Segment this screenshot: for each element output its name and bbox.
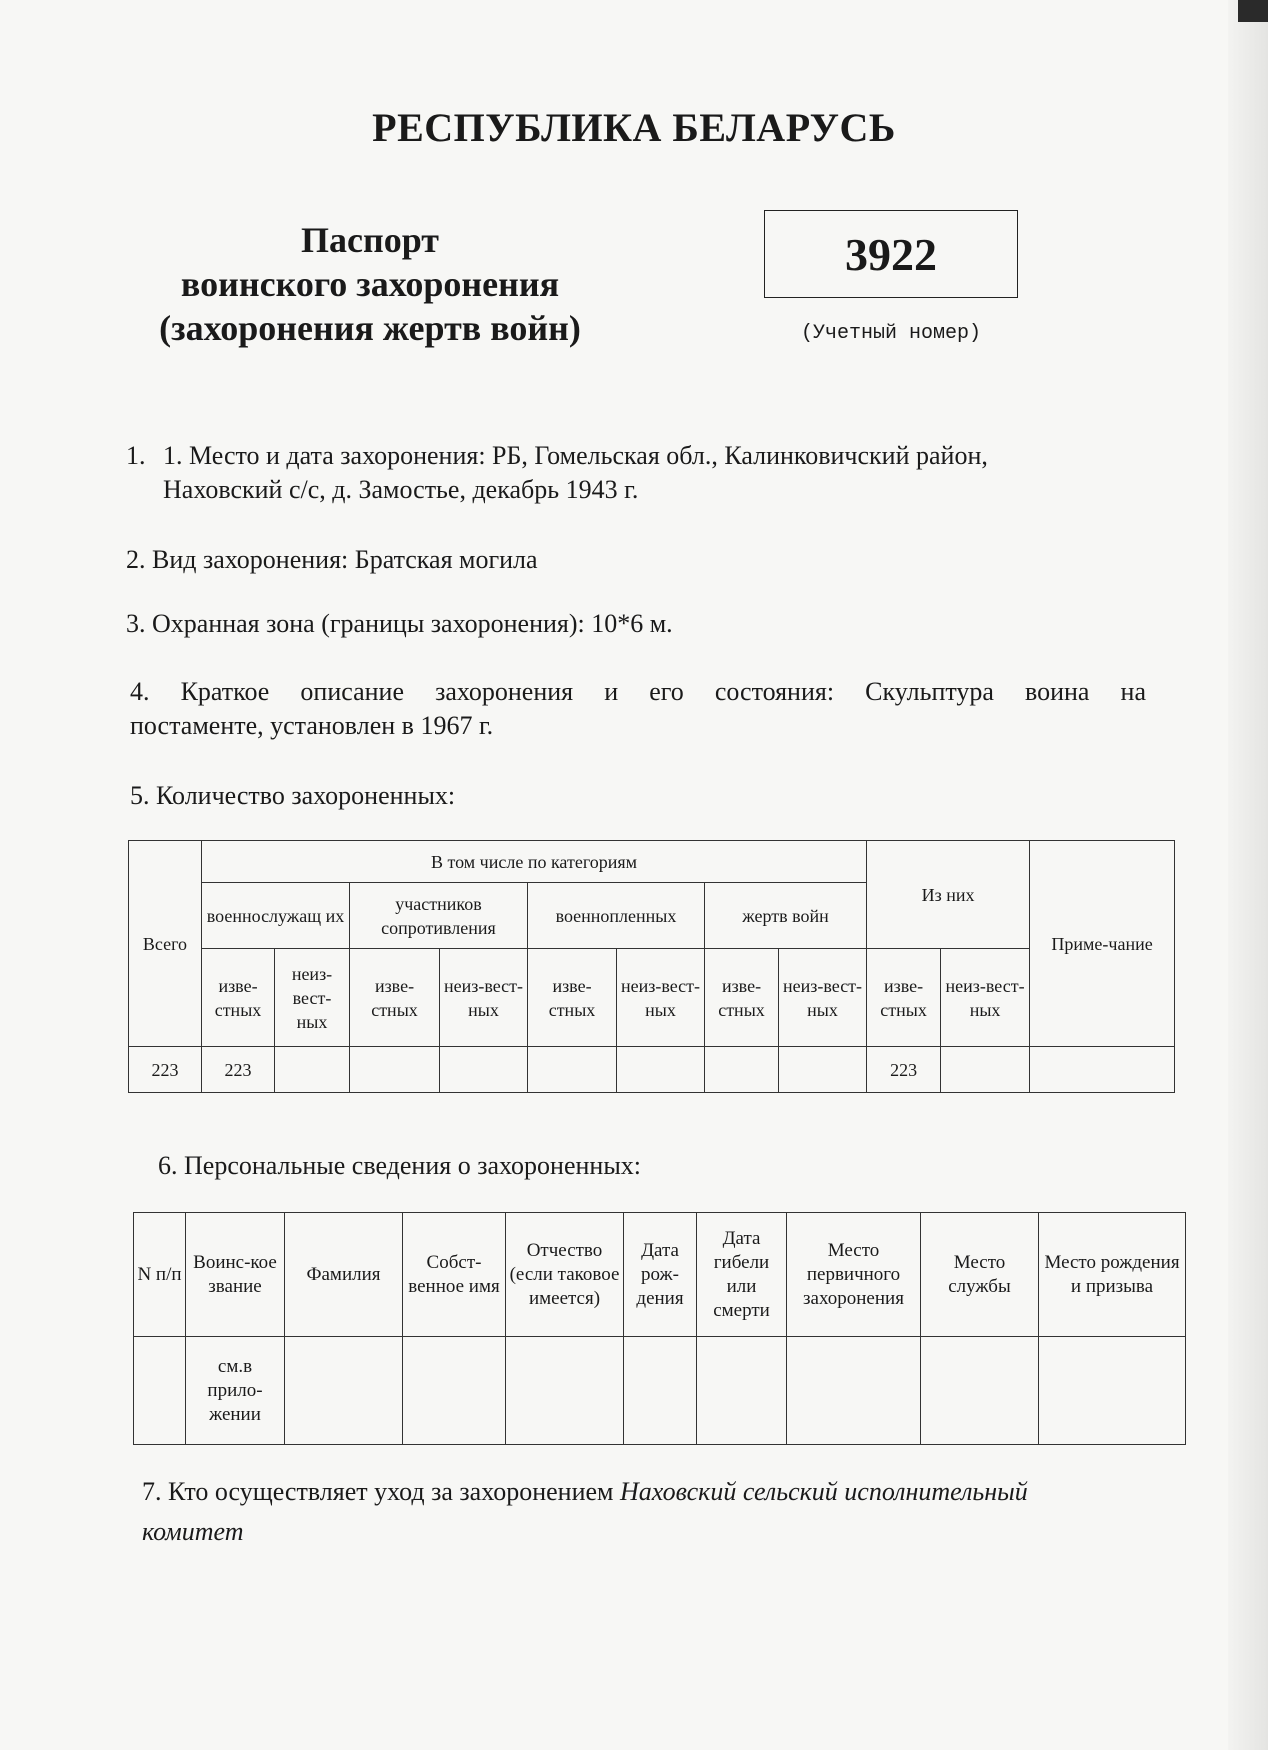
col-first-name: Собст-венное имя (403, 1213, 506, 1337)
header-unknown: неиз-вест-ных (275, 949, 350, 1047)
col-service-place: Место службы (921, 1213, 1039, 1337)
col-patronymic: Отчество (если таковое имеется) (506, 1213, 624, 1337)
header-of-them: Из них (867, 841, 1030, 949)
header-known: изве-стных (867, 949, 941, 1047)
header-unknown: неиз-вест-ных (941, 949, 1030, 1047)
header-known: изве-стных (528, 949, 617, 1047)
registration-number: 3922 (845, 228, 937, 280)
cell-victims-unknown (779, 1047, 867, 1093)
document-title (110, 218, 630, 350)
col-number: N п/п (134, 1213, 186, 1337)
item-1-line-2: Наховский с/с, д. Замостье, декабрь 1943 г. (163, 475, 639, 504)
item-7-value: Наховский сельский исполнительный (620, 1477, 1028, 1506)
col-military-rank: Воинс-кое звание (186, 1213, 285, 1337)
item-1-line-1: 1. Место и дата захоронения: РБ, Гомельская обл., Калинковичский район, (163, 441, 988, 470)
item-2: 2. Вид захоронения: Братская могила (126, 545, 538, 574)
cell-victims-known (705, 1047, 779, 1093)
item-5: 5. Количество захороненных: (130, 781, 456, 810)
personal-data-table (133, 1212, 1186, 1445)
header-known: изве-стных (350, 949, 440, 1047)
item-3: 3. Охранная зона (границы захоронения): 10*6 м. (126, 609, 673, 638)
header-military: военнослужащ их (202, 883, 350, 949)
title-line-1: Паспорт (301, 220, 439, 260)
cell-of-them-unknown (941, 1047, 1030, 1093)
col-death-date: Дата гибели или смерти (697, 1213, 787, 1337)
page-edge-shadow (1228, 0, 1268, 1750)
cell-birth-and-draft-place (1039, 1337, 1186, 1445)
item-4-line-2: постаменте, установлен в 1967 г. (130, 711, 494, 740)
cell-note (1030, 1047, 1175, 1093)
header-unknown: неиз-вест-ных (617, 949, 705, 1047)
col-primary-burial-place: Место первичного захоронения (787, 1213, 921, 1337)
item-1-number: 1. (126, 441, 146, 470)
burial-count-table (128, 840, 1175, 1093)
cell-service-place (921, 1337, 1039, 1445)
cell-military-rank: см.в прило-жении (186, 1337, 285, 1445)
cell-number (134, 1337, 186, 1445)
cell-death-date (697, 1337, 787, 1445)
cell-military-known: 223 (202, 1047, 275, 1093)
col-surname: Фамилия (285, 1213, 403, 1337)
cell-birth-date (624, 1337, 697, 1445)
header-victims: жертв войн (705, 883, 867, 949)
item-7-line-1 (142, 1474, 1172, 1510)
item-4-line-1: 4. Краткое описание захоронения и его состояния: Скульптура воина на (130, 677, 1146, 706)
cell-resistance-known (350, 1047, 440, 1093)
republic-heading: РЕСПУБЛИКА БЕЛАРУСЬ (372, 105, 896, 150)
registration-number-box (764, 210, 1018, 298)
header-total: Всего (129, 841, 202, 1047)
cell-total: 223 (129, 1047, 202, 1093)
cell-surname (285, 1337, 403, 1445)
cell-military-unknown (275, 1047, 350, 1093)
cell-patronymic (506, 1337, 624, 1445)
cell-pow-known (528, 1047, 617, 1093)
header-unknown: неиз-вест-ных (440, 949, 528, 1047)
header-known: изве-стных (202, 949, 275, 1047)
header-pow: военнопленных (528, 883, 705, 949)
header-unknown: неиз-вест-ных (779, 949, 867, 1047)
cell-resistance-unknown (440, 1047, 528, 1093)
header-note: Приме-чание (1030, 841, 1175, 1047)
item-7-label: 7. Кто осуществляет уход за захоронением (142, 1477, 620, 1506)
header-categories: В том числе по категориям (202, 841, 867, 883)
item-6: 6. Персональные сведения о захороненных: (158, 1151, 642, 1180)
header-known: изве-стных (705, 949, 779, 1047)
header-resistance: участников сопротивления (350, 883, 528, 949)
scan-corner-mark (1238, 0, 1268, 22)
cell-primary-burial-place (787, 1337, 921, 1445)
cell-first-name (403, 1337, 506, 1445)
cell-of-them-known: 223 (867, 1047, 941, 1093)
registration-number-caption: (Учетный номер) (800, 322, 982, 345)
title-line-2: воинского захоронения (180, 264, 560, 304)
title-line-3: (захоронения жертв войн) (159, 308, 581, 348)
item-7-line-2: комитет (142, 1517, 244, 1546)
col-birth-date: Дата рож-дения (624, 1213, 697, 1337)
cell-pow-unknown (617, 1047, 705, 1093)
col-birth-and-draft-place: Место рождения и призыва (1039, 1213, 1186, 1337)
